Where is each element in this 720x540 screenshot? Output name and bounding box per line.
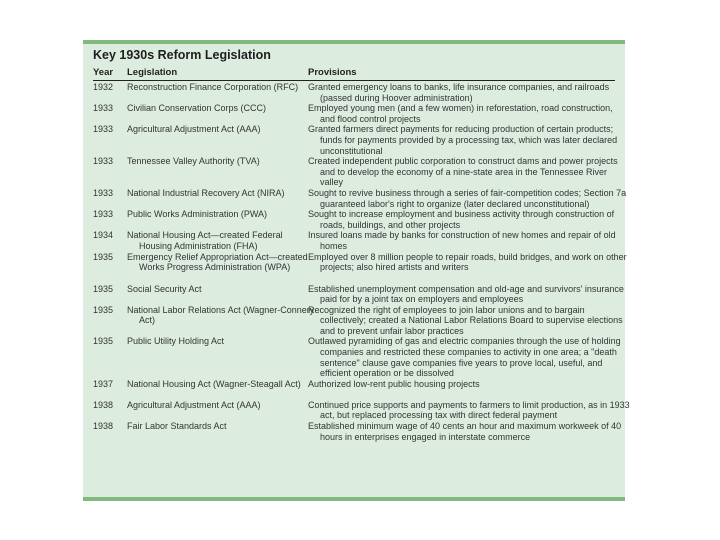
row-year: 1933 xyxy=(93,103,114,114)
row-year: 1935 xyxy=(93,336,114,347)
row-year: 1932 xyxy=(93,82,114,92)
row-legislation: Agricultural Adjustment Act (AAA) xyxy=(127,124,261,135)
row-year: 1934 xyxy=(93,230,114,241)
row-provisions: Outlawed pyramiding of gas and electric companies through the use of holding companies and restricted these companies to activity in one area; a "death sentence" clause gave companies five years to prove local, useful, and efficient operation or be dissolved xyxy=(308,336,621,379)
row-provisions: Employed over 8 million people to repair roads, build bridges, and work on other projects; also hired artists and writers xyxy=(308,251,627,273)
row-year: 1933 xyxy=(93,187,114,198)
row-legislation: Social Security Act xyxy=(127,283,202,294)
row-provisions: Sought to revive business through a series of fair-competition codes; Section 7a guaranteed labor's right to organize (later declared unconstitutional) xyxy=(308,187,627,209)
row-provisions: Recognized the right of employees to join labor unions and to bargain collectively; created a National Labor Relations Board to supervise elections and to prevent unfair labor practices xyxy=(308,304,623,336)
row-legislation: National Industrial Recovery Act (NIRA) xyxy=(127,187,285,198)
row-legislation: Public Utility Holding Act xyxy=(127,336,225,347)
table-row xyxy=(93,251,627,284)
row-year: 1935 xyxy=(93,251,114,262)
table-row xyxy=(93,399,630,421)
table-row xyxy=(93,379,618,400)
legislation-table-panel xyxy=(83,40,630,501)
row-year: 1935 xyxy=(93,283,114,294)
table-row xyxy=(93,421,622,442)
table-row xyxy=(93,187,627,209)
header-provisions: Provisions xyxy=(308,67,357,78)
row-legislation: Civilian Conservation Corps (CCC) xyxy=(127,103,267,114)
row-legislation: Reconstruction Finance Corporation (RFC) xyxy=(127,82,299,92)
table-row xyxy=(93,283,624,305)
header-legislation: Legislation xyxy=(127,67,178,78)
table-row xyxy=(93,82,618,103)
table-row xyxy=(93,156,618,188)
table-row xyxy=(93,230,618,251)
row-legislation: Agricultural Adjustment Act (AAA) xyxy=(127,399,261,410)
row-provisions: Authorized low-rent public housing projects xyxy=(308,378,480,389)
table-header xyxy=(93,66,615,81)
row-year: 1937 xyxy=(93,378,114,389)
table-title: Key 1930s Reform Legislation xyxy=(93,48,271,62)
row-legislation: National Labor Relations Act (Wagner-Connery Act) xyxy=(127,304,315,326)
row-legislation: National Housing Act (Wagner-Steagall Act) xyxy=(127,378,301,389)
table-row xyxy=(93,124,618,156)
table-row xyxy=(93,209,618,230)
table-row xyxy=(93,304,623,337)
row-legislation: Public Works Administration (PWA) xyxy=(127,209,268,220)
row-provisions: Established unemployment compensation and old-age and survivors' insurance paid for by a joint tax on employers and employees xyxy=(308,283,624,305)
row-year: 1933 xyxy=(93,156,114,167)
row-provisions: Employed young men (and a few women) in reforestation, road construction, and flood control projects xyxy=(308,103,613,124)
row-provisions: Granted emergency loans to banks, life insurance companies, and railroads (passed during Hoover administration) xyxy=(308,82,610,103)
table-body xyxy=(93,82,630,442)
row-provisions: Granted farmers direct payments for reducing production of certain products; funds for payments provided by a processing tax, which was later declared unconstitutional xyxy=(308,124,618,156)
row-legislation: National Housing Act—created Federal Housing Administration (FHA) xyxy=(127,230,283,251)
header-year: Year xyxy=(93,67,114,78)
row-provisions: Insured loans made by banks for construction of new homes and repair of old homes xyxy=(308,230,616,251)
row-year: 1933 xyxy=(93,124,114,135)
row-legislation: Tennessee Valley Authority (TVA) xyxy=(127,156,260,167)
row-legislation: Fair Labor Standards Act xyxy=(127,421,227,432)
table-row xyxy=(93,336,621,379)
row-year: 1933 xyxy=(93,209,114,220)
row-legislation: Emergency Relief Appropriation Act—created Works Progress Administration (WPA) xyxy=(127,251,308,273)
row-year: 1938 xyxy=(93,421,114,432)
row-provisions: Created independent public corporation to construct dams and power projects and to develop the economy of a nine-state area in the Tennessee River valley xyxy=(308,156,618,188)
row-provisions: Sought to increase employment and business activity through construction of roads, buildings, and other projects xyxy=(308,209,615,230)
row-year: 1938 xyxy=(93,399,114,410)
table-row xyxy=(93,103,618,124)
row-provisions: Continued price supports and payments to farmers to limit production, as in 1933 act, but replaced processing tax with direct federal payment xyxy=(308,399,630,421)
row-provisions: Established minimum wage of 40 cents an hour and maximum workweek of 40 hours in enterprises engaged in interstate commerce xyxy=(308,421,622,442)
row-year: 1935 xyxy=(93,304,114,315)
